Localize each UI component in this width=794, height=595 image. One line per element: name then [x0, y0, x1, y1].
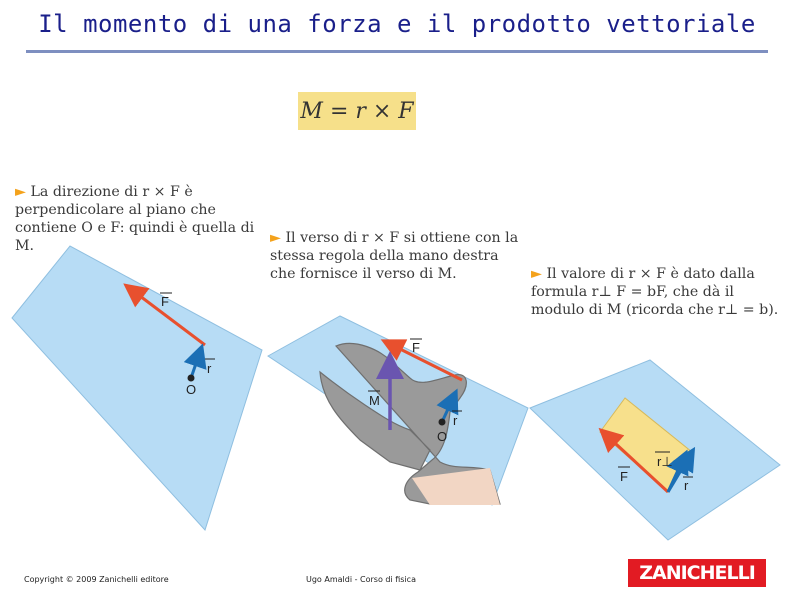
bullet-triangle-icon: ►: [531, 266, 542, 282]
text-value: Il valore di r × F è dato dalla formula r⊥ F = bF, che dà il modulo di M (ricorda che r⊥ = b).: [531, 266, 779, 318]
page-title: Il momento di una forza e il prodotto vettoriale: [38, 10, 756, 38]
plane-1: [12, 246, 262, 530]
text-sense: Il verso di r × F si ottiene con la stessa regola della mano destra che fornisce il verso di M.: [270, 230, 519, 282]
publisher-logo: ZANICHELLI: [628, 559, 766, 587]
formula-box: M = r × F: [298, 92, 416, 130]
point-o-2: [439, 419, 446, 426]
label-f-2: F: [412, 340, 420, 355]
label-f-1: F: [161, 294, 169, 309]
bullet-triangle-icon: ►: [15, 184, 26, 200]
footer-copyright: Copyright © 2009 Zanichelli editore: [24, 575, 169, 584]
label-m: M: [369, 393, 380, 408]
label-r-3: r: [684, 478, 689, 493]
point-o-1: [188, 375, 195, 382]
label-o-1: O: [186, 382, 197, 397]
text-direction: La direzione di r × F è perpendicolare al piano che contiene O e F: quindi è quella di M.: [15, 184, 255, 254]
label-r-perp: r⊥: [657, 454, 673, 469]
label-r-1: r: [207, 361, 212, 376]
label-f-3: F: [620, 469, 628, 484]
footer-course: Ugo Amaldi - Corso di fisica: [306, 575, 416, 584]
bullet-triangle-icon: ►: [270, 230, 281, 246]
label-o-2: O: [437, 429, 448, 444]
label-r-2: r: [453, 413, 458, 428]
